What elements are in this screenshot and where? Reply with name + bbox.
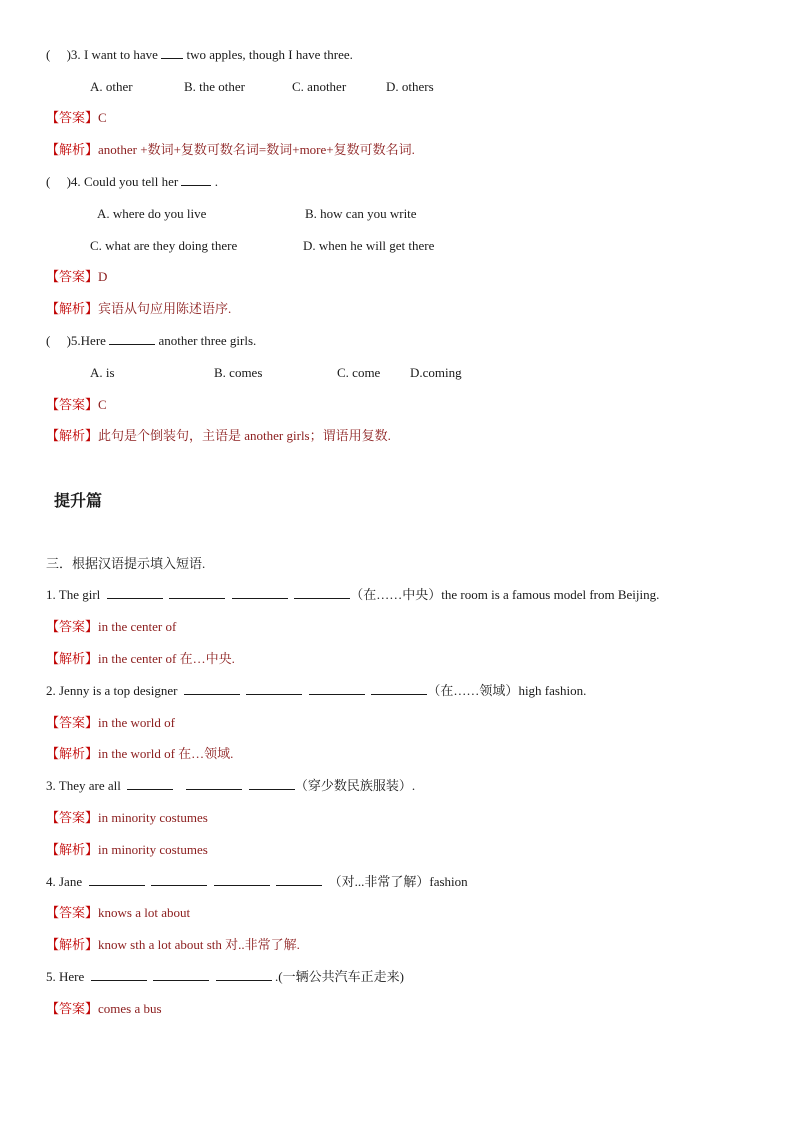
analysis-label: 【解析】 (46, 428, 99, 443)
item3-stem (46, 778, 415, 794)
part3-title: 三．根据汉语提示填入短语. (46, 556, 206, 571)
item1-blank-3[interactable] (232, 587, 288, 599)
q5-answer (46, 397, 107, 413)
answer-value: comes a bus (98, 1001, 162, 1016)
analysis-value: know sth a lot about sth 对..非常了解. (98, 937, 300, 952)
q5-stem (46, 333, 256, 349)
item2-answer (46, 715, 175, 731)
analysis-label: 【解析】 (46, 142, 99, 157)
analysis-label: 【解析】 (46, 842, 99, 857)
q4-option-d: D. when he will get there (303, 238, 435, 253)
q4-paren-open: ( (46, 174, 51, 189)
analysis-value: in the center of 在…中央. (98, 651, 235, 666)
answer-value: in minority costumes (98, 810, 208, 825)
q4-analysis (46, 301, 231, 317)
item2-prefix: 2. Jenny is a top designer (46, 683, 178, 698)
item1-blank-4[interactable] (294, 587, 350, 599)
item5-blank-1[interactable] (91, 969, 147, 981)
q3-paren-open: ( (46, 47, 51, 62)
q3-option-c: C. another (292, 79, 347, 94)
item2-suffix: high fashion. (518, 683, 587, 698)
q3-number: )3. (66, 47, 81, 62)
q5-option-d: D.coming (410, 365, 462, 380)
item1-analysis (46, 651, 235, 667)
answer-label: 【答案】 (46, 810, 99, 825)
item5-blank-3[interactable] (216, 969, 272, 981)
item5-answer (46, 1001, 162, 1017)
analysis-label: 【解析】 (46, 746, 99, 761)
item2-blank-3[interactable] (309, 683, 365, 695)
q3-option-a: A. other (90, 79, 133, 94)
item1-blank-2[interactable] (169, 587, 225, 599)
q3-stem (46, 47, 353, 63)
q3-text-before: I want to have (83, 47, 158, 62)
item5-blank-2[interactable] (153, 969, 209, 981)
answer-label: 【答案】 (46, 1001, 99, 1016)
q4-number: )4. (66, 174, 81, 189)
item1-hint: （在……中央） (350, 587, 442, 602)
analysis-value: 宾语从句应用陈述语序. (98, 301, 232, 316)
q3-analysis (46, 142, 415, 158)
analysis-value: 此句是个倒装句，主语是 another girls；谓语用复数. (98, 428, 391, 443)
item3-blank-2[interactable] (186, 778, 242, 790)
q5-blank[interactable] (109, 333, 155, 345)
answer-value: in the center of (98, 619, 177, 634)
item3-analysis (46, 842, 208, 858)
q3-blank[interactable] (161, 47, 183, 59)
item5-prefix: 5. Here (46, 969, 85, 984)
q4-stem (46, 174, 218, 190)
answer-label: 【答案】 (46, 397, 99, 412)
item4-blank-2[interactable] (151, 874, 207, 886)
q5-number: )5.Here (66, 333, 106, 348)
answer-value: in the world of (98, 715, 175, 730)
q5-option-b: B. comes (214, 365, 263, 380)
item5-hint: .(一辆公共汽车正走来) (275, 969, 404, 984)
answer-label: 【答案】 (46, 619, 99, 634)
answer-label: 【答案】 (46, 269, 99, 284)
item5-stem (46, 969, 404, 985)
analysis-value: in the world of 在…领域. (98, 746, 234, 761)
q3-answer (46, 110, 107, 126)
q5-paren-open: ( (46, 333, 51, 348)
item1-stem (46, 587, 659, 603)
item4-prefix: 4. Jane (46, 874, 83, 889)
item3-blank-1[interactable] (127, 778, 173, 790)
answer-value: knows a lot about (98, 905, 191, 920)
item4-blank-4[interactable] (276, 874, 322, 886)
item3-answer (46, 810, 208, 826)
item2-stem (46, 683, 586, 699)
answer-label: 【答案】 (46, 905, 99, 920)
item4-suffix: fashion (429, 874, 468, 889)
answer-value: C (98, 110, 107, 125)
analysis-value: in minority costumes (98, 842, 208, 857)
item3-blank-3[interactable] (249, 778, 295, 790)
answer-label: 【答案】 (46, 715, 99, 730)
q3-option-d: D. others (386, 79, 434, 94)
item4-blank-1[interactable] (89, 874, 145, 886)
answer-value: D (98, 269, 108, 284)
analysis-value: another +数词+复数可数名词=数词+more+复数可数名词. (98, 142, 415, 157)
q4-option-c: C. what are they doing there (90, 238, 238, 253)
answer-label: 【答案】 (46, 110, 99, 125)
analysis-label: 【解析】 (46, 301, 99, 316)
item1-suffix: the room is a famous model from Beijing. (441, 587, 660, 602)
item1-blank-1[interactable] (107, 587, 163, 599)
item2-blank-2[interactable] (246, 683, 302, 695)
q4-option-b: B. how can you write (305, 206, 417, 221)
item2-blank-4[interactable] (371, 683, 427, 695)
item4-answer (46, 905, 190, 921)
item2-analysis (46, 746, 233, 762)
item2-hint: （在……领域） (427, 683, 519, 698)
q4-blank[interactable] (181, 174, 211, 186)
q3-option-b: B. the other (184, 79, 246, 94)
q4-answer (46, 269, 107, 285)
q3-text-after: two apples, though I have three. (186, 47, 353, 62)
q4-option-a: A. where do you live (97, 206, 207, 221)
item1-prefix: 1. The girl (46, 587, 101, 602)
item4-analysis (46, 937, 300, 953)
q5-text-after: another three girls. (158, 333, 257, 348)
item3-hint: （穿少数民族服装）. (294, 778, 416, 793)
section-heading: 提升篇 (54, 493, 103, 510)
answer-value: C (98, 397, 107, 412)
item4-stem (46, 874, 468, 890)
item2-blank-1[interactable] (184, 683, 240, 695)
q4-text-before: Could you tell her (83, 174, 179, 189)
q5-option-c: C. come (337, 365, 381, 380)
item4-hint: （对...非常了解） (328, 874, 430, 889)
item1-answer (46, 619, 176, 635)
analysis-label: 【解析】 (46, 651, 99, 666)
q4-text-after: . (214, 174, 218, 189)
item3-prefix: 3. They are all (46, 778, 121, 793)
analysis-label: 【解析】 (46, 937, 99, 952)
q5-analysis (46, 428, 391, 444)
item4-blank-3[interactable] (214, 874, 270, 886)
q5-option-a: A. is (90, 365, 115, 380)
